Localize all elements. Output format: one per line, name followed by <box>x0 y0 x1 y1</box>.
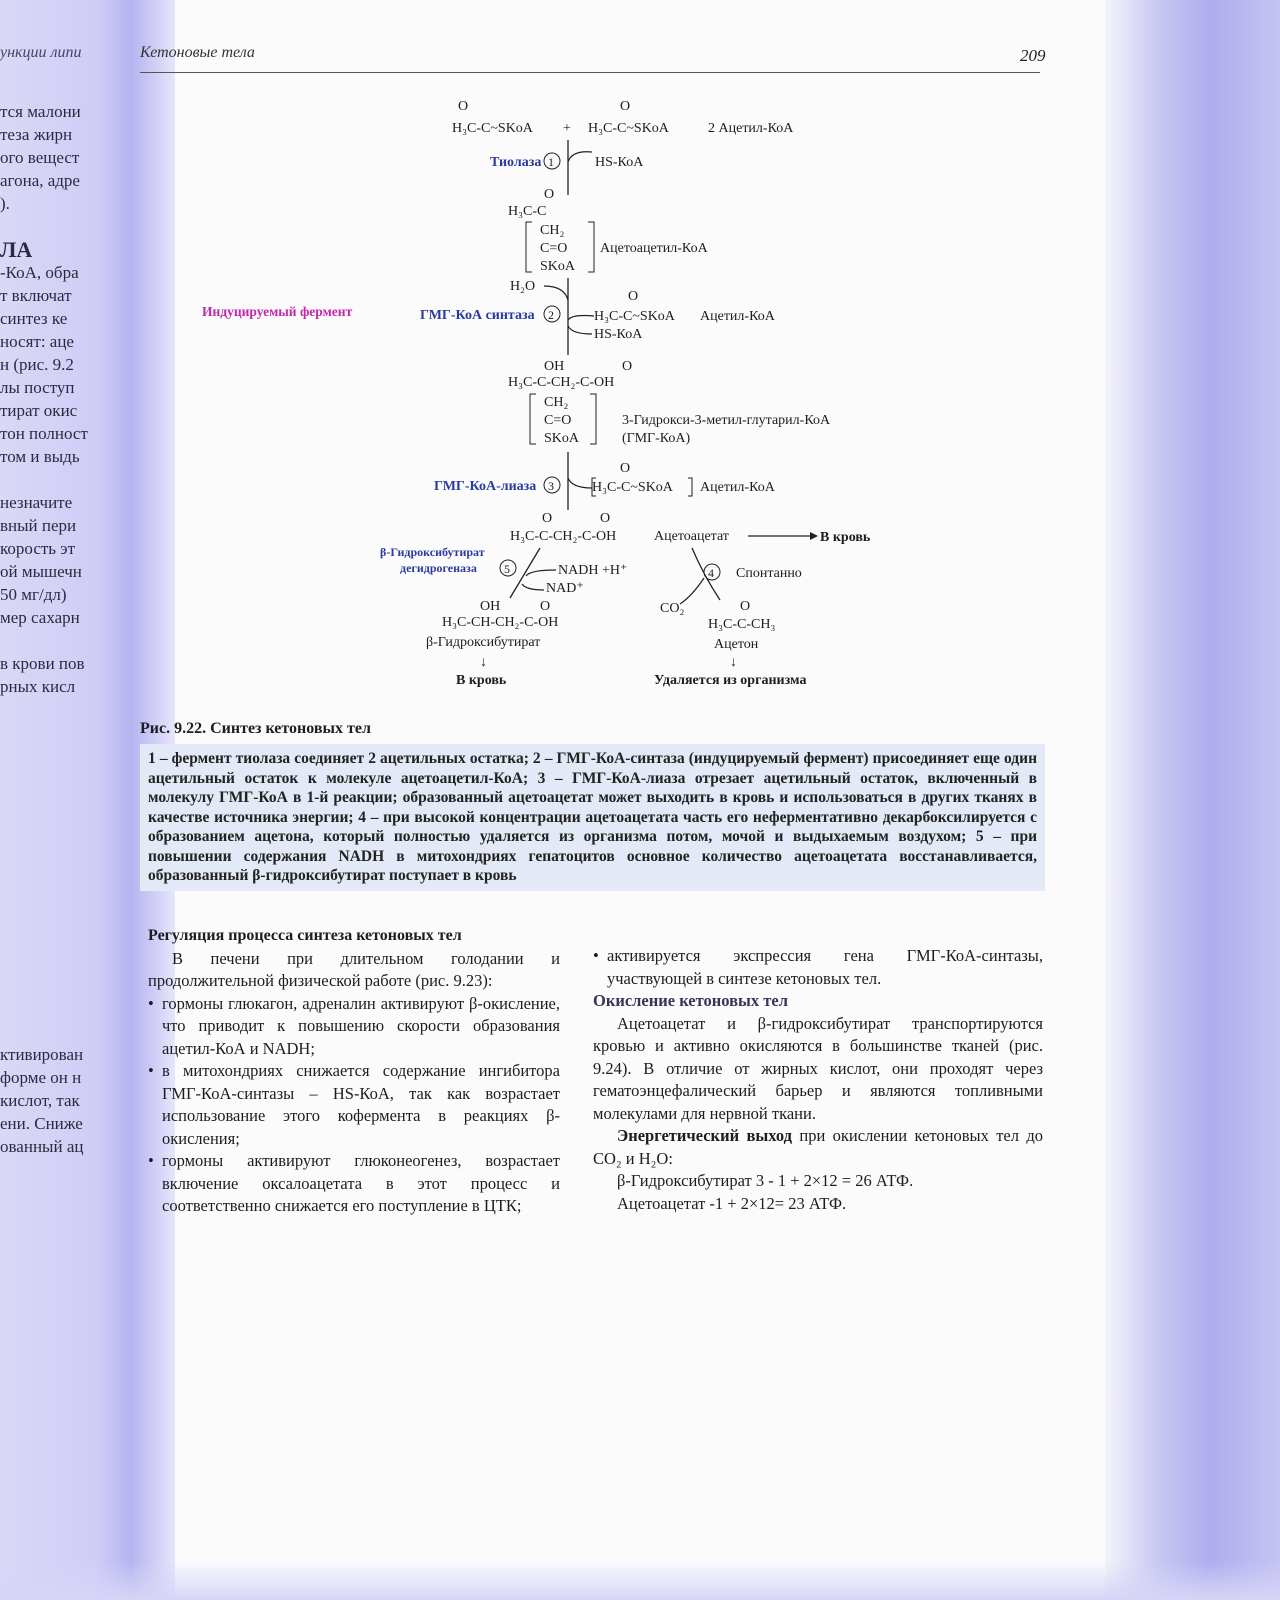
enzyme-hmg-coa-lyase: ГМГ-КоА-лиаза <box>434 479 537 494</box>
acetyl-coa-in-label: Ацетил-КоА <box>700 309 775 324</box>
list-item-text: гормоны активируют глюконеогенез, возрастает включение оксалоацетата в этот процесс и соответственно снижается его поступление в ЦТК; <box>162 1151 560 1215</box>
down-arrow: ↓ <box>730 655 737 670</box>
prev-page-line: кислот, так <box>0 1091 80 1110</box>
prev-page-line <box>0 790 130 813</box>
figure-caption <box>140 720 1045 891</box>
prev-page-line: в крови пов <box>0 654 85 673</box>
acetyl-coa-out: H₃C-C~SKoA <box>592 480 673 495</box>
co2: CO₂ <box>660 601 685 616</box>
acac-skoa: SKoA <box>540 259 576 274</box>
hmg-skoa: SKoA <box>544 431 580 446</box>
carbonyl-o: O <box>458 100 469 114</box>
caption-text: 1 – фермент тиолаза соединяет 2 ацетильных остатка; 2 – ГМГ-КоА-синтаза (индуцируемый фермент) присоединяет еще один ацетильный остаток к молекуле ацетоацетил-КоА; 3 – ГМГ-КоА-лиаза отрезает ацетильный остаток, включенный в молекулу ГМГ-КоА в 1-й реакции; образованный ацетоацетат может выходить в кровь и использоваться в других тканях в качестве источника энергии; 4 – при высокой концентрации ацетоацетата часть его неферментативно декарбоксилируется с образованием ацетона, который полностью удаляется из организма потом, мочой и выдыхаемым воздухом; 5 – при повышении содержания NADH в митохондриях гепатоцитов основное количество ацетоацетата восстанавливается, образованный β-гидроксибутират поступает в кровь <box>148 750 1037 884</box>
label-2-acetyl-coa: 2 Ацетил-КоА <box>708 121 794 136</box>
list-item <box>148 993 560 1061</box>
prev-page-text-column <box>0 100 130 1158</box>
prev-page-line: тон полност <box>0 424 88 443</box>
step-2: 2 <box>548 308 554 322</box>
header-rule <box>140 72 1040 73</box>
acetone-name: Ацетон <box>714 637 759 652</box>
removed-from-body: Удаляется из организма <box>654 673 807 688</box>
hmg-coa-abbrev: (ГМГ-КоА) <box>622 431 691 446</box>
carbonyl-o: O <box>740 599 751 614</box>
prev-page-line <box>0 629 130 652</box>
prev-page-line: -КоА, обра <box>0 263 79 282</box>
list-item <box>148 1150 560 1218</box>
acetyl-coa-left: H₃C-C~SKoA <box>452 121 533 136</box>
spontaneous-label: Спонтанно <box>736 566 802 581</box>
carbonyl-o: O <box>542 511 553 526</box>
carbonyl-o: O <box>544 187 555 202</box>
prev-page-line <box>0 468 130 491</box>
down-arrow: ↓ <box>480 655 487 670</box>
prev-page-line: носят: аце <box>0 332 74 351</box>
prev-page-line: ованный ац <box>0 1137 84 1156</box>
bullet-icon: • <box>593 946 599 965</box>
list-item-text: гормоны глюкагон, адреналин активируют β-окисление, что приводит к повышению скорости образования ацетил-КоА и NADH; <box>162 993 560 1058</box>
prev-page-line: 50 мг/дл) <box>0 585 67 604</box>
carbonyl-o: O <box>622 359 633 374</box>
prev-page-line: тират окис <box>0 401 78 420</box>
paragraph-oxidation: Ацетоацетат и β-гидроксибутират транспортируются кровью и активно окисляются в большинстве тканей (рис. 9.24). В отличие от жирных кислот, они проходят через гематоэнцефалический барьер и являются топливными молекулами для нервной ткани. <box>593 1013 1043 1123</box>
equation-acetoacetate: Ацетоацетат -1 + 2×12= 23 АТФ. <box>617 1193 847 1213</box>
scan-shadow-right <box>1105 0 1280 1600</box>
energy-yield-term: Энергетический выход <box>617 1126 792 1145</box>
acetyl-coa-in: H₃C-C~SKoA <box>594 309 675 324</box>
prev-page-line: ого вещест <box>0 148 80 167</box>
prev-page-line <box>0 928 130 951</box>
prev-page-line: ЛА <box>0 238 33 261</box>
bullet-icon: • <box>148 1151 154 1170</box>
acetoacetyl-coa-label: Ацетоацетил-КоА <box>600 241 708 256</box>
induced-enzyme-label: Индуцируемый фермент <box>202 304 353 319</box>
list-item-text: в митохондриях снижается содержание ингибитора ГМГ-КоА-синтазы – HS-КоА, так как возрастает использование этого кофермента в реакциях β-окисления; <box>162 1061 560 1148</box>
list-item <box>148 1060 560 1150</box>
section-heading-oxidation: Окисление кетоновых тел <box>593 991 788 1010</box>
hmg-coa-top: H₃C-C-CH₂-C-OH <box>508 375 615 390</box>
hmg-coa-name: 3-Гидрокси-3-метил-глутарил-КоА <box>622 413 831 428</box>
text-column-left <box>148 925 560 1218</box>
prev-page-line: форме он н <box>0 1068 82 1087</box>
prev-page-line: вный пери <box>0 516 77 535</box>
prev-page-line <box>0 698 130 721</box>
carbonyl-o: O <box>600 511 611 526</box>
scan-shadow-bottom <box>0 1560 1280 1600</box>
acetone-formula: H₃C-C-CH₃ <box>708 617 776 632</box>
enzyme-hmg-coa-synthase: ГМГ-КоА синтаза <box>420 308 535 323</box>
prev-page-line: мер сахарн <box>0 608 80 627</box>
acac-co: C=O <box>540 241 568 256</box>
paragraph-energy <box>593 1125 1043 1170</box>
hmg-co: C=O <box>544 413 572 428</box>
list-item <box>593 945 1043 990</box>
hs-koa-1: HS-КоА <box>595 155 644 170</box>
prev-page-line <box>0 997 130 1020</box>
prev-page-line: теза жирн <box>0 125 73 144</box>
prev-page-line <box>0 767 130 790</box>
prev-page-line: корость эт <box>0 539 76 558</box>
enzyme-bhb-dh-line2: дегидрогеназа <box>400 561 477 575</box>
acetoacetate-name: Ацетоацетат <box>654 529 729 544</box>
prev-page-header: ункции липи <box>0 44 82 61</box>
prev-page-line: рных кисл <box>0 677 76 696</box>
plus-sign: + <box>563 121 571 136</box>
energy-yield-text: при окислении кетоновых тел до CO₂ и H₂O: <box>593 1126 1044 1168</box>
prev-page-line <box>0 951 130 974</box>
step-4: 4 <box>708 566 714 580</box>
figure-title: Рис. 9.22. Синтез кетоновых тел <box>140 720 371 737</box>
prev-page-line <box>0 859 130 882</box>
step-3: 3 <box>548 479 554 493</box>
prev-page-line: т включат <box>0 286 72 305</box>
water: H₂O <box>510 279 536 294</box>
prev-page-line <box>0 836 130 859</box>
enzyme-bhb-dh-line1: β-Гидроксибутират <box>380 545 485 559</box>
ketone-synthesis-diagram <box>180 100 1060 720</box>
prev-page-line <box>0 744 130 767</box>
nadh: NADH +H⁺ <box>558 563 628 578</box>
bullet-icon: • <box>148 1061 154 1080</box>
prev-page-line <box>0 215 130 238</box>
running-header: Кетоновые тела <box>140 44 255 61</box>
prev-page-line: лы поступ <box>0 378 75 397</box>
bhb-formula: H₃C-CH-CH₂-C-OH <box>442 615 559 630</box>
hydroxyl-group: OH <box>480 599 501 614</box>
prev-page-line <box>0 813 130 836</box>
carbonyl-o: O <box>540 599 551 614</box>
prev-page-line <box>0 721 130 744</box>
paragraph-intro: В печени при длительном голодании и продолжительной физической работе (рис. 9.23): <box>148 948 560 990</box>
acetyl-coa-out-label: Ацетил-КоА <box>700 480 775 495</box>
hmg-ch2: CH₂ <box>544 395 569 410</box>
prev-page-line: незначите <box>0 493 73 512</box>
enzyme-thiolase: Тиолаза <box>490 155 542 170</box>
prev-page-line: ). <box>0 194 10 213</box>
to-blood-1: В кровь <box>820 530 871 545</box>
prev-page-line: ктивирован <box>0 1045 84 1064</box>
prev-page-line <box>0 882 130 905</box>
prev-page-line: ени. Сниже <box>0 1114 83 1133</box>
section-heading-regulation: Регуляция процесса синтеза кетоновых тел <box>148 927 462 944</box>
prev-page-line <box>0 974 130 997</box>
acetyl-coa-right: H₃C-C~SKoA <box>588 121 669 136</box>
carbonyl-o: O <box>620 100 631 114</box>
prev-page-line: ой мышечн <box>0 562 82 581</box>
prev-page-line: том и выдь <box>0 447 80 466</box>
acac-ch2: CH₂ <box>540 223 565 238</box>
prev-page-line: агона, адре <box>0 171 80 190</box>
list-item-text: активируется экспрессия гена ГМГ-КоА-синтазы, участвующей в синтезе кетоновых тел. <box>607 946 1043 988</box>
text-column-right <box>593 945 1043 1215</box>
equation-bhb: β-Гидроксибутират 3 - 1 + 2×12 = 26 АТФ. <box>617 1171 914 1190</box>
nad: NAD⁺ <box>546 581 584 596</box>
hs-koa-2: HS-КоА <box>594 327 643 342</box>
hydroxyl-group: OH <box>544 359 565 374</box>
step-1: 1 <box>548 155 554 169</box>
carbonyl-o: O <box>620 461 631 476</box>
acetoacetate-formula: H₃C-C-CH₂-C-OH <box>510 529 617 544</box>
acac-top: H₃C-C <box>508 204 547 219</box>
carbonyl-o: O <box>628 289 639 304</box>
bullet-icon: • <box>148 993 154 1013</box>
prev-page-line: н (рис. 9.2 <box>0 355 74 374</box>
caption-box <box>140 744 1045 891</box>
to-blood-2: В кровь <box>456 673 507 688</box>
page-number: 209 <box>1020 46 1046 65</box>
prev-page-line <box>0 1020 130 1043</box>
step-5: 5 <box>504 562 510 576</box>
prev-page-line: тся малони <box>0 102 81 121</box>
prev-page-line: синтез ке <box>0 309 68 328</box>
prev-page-line <box>0 905 130 928</box>
bhb-name: β-Гидроксибутират <box>426 635 541 650</box>
